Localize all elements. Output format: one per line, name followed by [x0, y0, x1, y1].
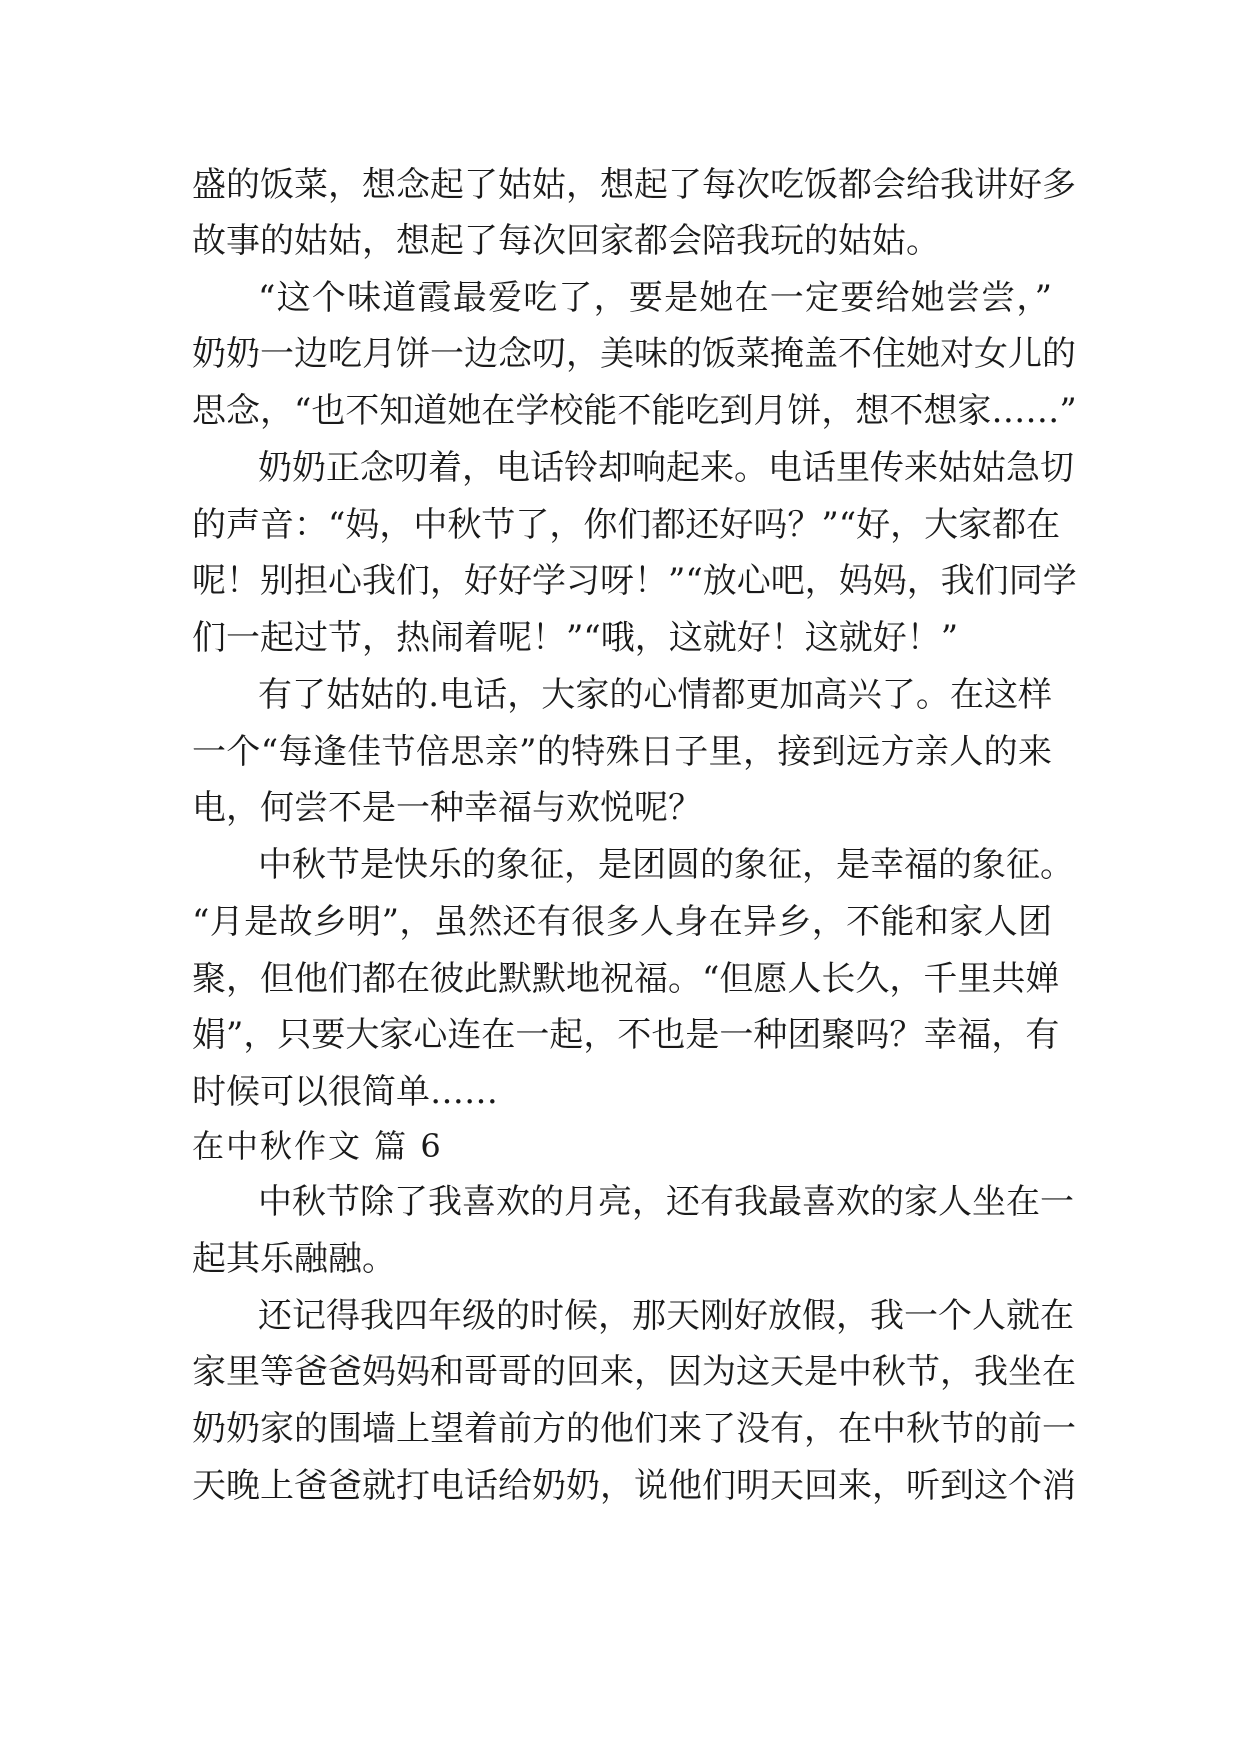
text-line: 呢！别担心我们，好好学习呀！”“放心吧，妈妈，我们同学 — [192, 561, 1077, 601]
text-line: 奶奶家的围墙上望着前方的他们来了没有，在中秋节的前一 — [192, 1409, 1076, 1449]
text-line: 聚，但他们都在彼此默默地祝福。“但愿人长久，千里共婵 — [192, 959, 1060, 999]
text-line: 的声音：“妈，中秋节了，你们都还好吗？”“好，大家都在 — [192, 505, 1061, 545]
text-line: 们一起过节，热闹着呢！”“哦，这就好！这就好！” — [192, 618, 959, 658]
text-line: 还记得我四年级的时候，那天刚好放假，我一个人就在 — [258, 1296, 1074, 1336]
section-heading: 在中秋作文 篇 6 — [192, 1127, 443, 1165]
text-line: 中秋节除了我喜欢的月亮，还有我最喜欢的家人坐在一 — [258, 1182, 1074, 1222]
text-line: 故事的姑姑，想起了每次回家都会陪我玩的姑姑。 — [192, 221, 940, 261]
text-line: 一个“每逢佳节倍思亲”的特殊日子里，接到远方亲人的来 — [192, 732, 1052, 772]
text-line: 电，何尝不是一种幸福与欢悦呢？ — [192, 788, 702, 828]
text-line: 有了姑姑的.电话，大家的心情都更加高兴了。在这样 — [258, 675, 1052, 715]
text-line: “这个味道霞最爱吃了，要是她在一定要给她尝尝，” — [258, 278, 1052, 318]
text-line: 奶奶正念叨着，电话铃却响起来。电话里传来姑姑急切 — [258, 448, 1074, 488]
text-line: 奶奶一边吃月饼一边念叨，美味的饭菜掩盖不住她对女儿的 — [192, 334, 1076, 374]
text-line: 盛的饭菜，想念起了姑姑，想起了每次吃饭都会给我讲好多 — [192, 165, 1076, 205]
text-line: 天晚上爸爸就打电话给奶奶，说他们明天回来，听到这个消 — [192, 1466, 1076, 1506]
text-line: 时候可以很简单…… — [192, 1072, 498, 1112]
text-line: 中秋节是快乐的象征，是团圆的象征，是幸福的象征。 — [258, 845, 1074, 885]
text-line: 家里等爸爸妈妈和哥哥的回来，因为这天是中秋节，我坐在 — [192, 1352, 1076, 1392]
text-line: 娟”，只要大家心连在一起，不也是一种团聚吗？幸福，有 — [192, 1015, 1060, 1055]
text-line: 思念，“也不知道她在学校能不能吃到月饼，想不想家……” — [192, 391, 1077, 431]
text-line: 起其乐融融。 — [192, 1239, 396, 1279]
text-line: “月是故乡明”，虽然还有很多人身在异乡，不能和家人团 — [192, 902, 1052, 942]
